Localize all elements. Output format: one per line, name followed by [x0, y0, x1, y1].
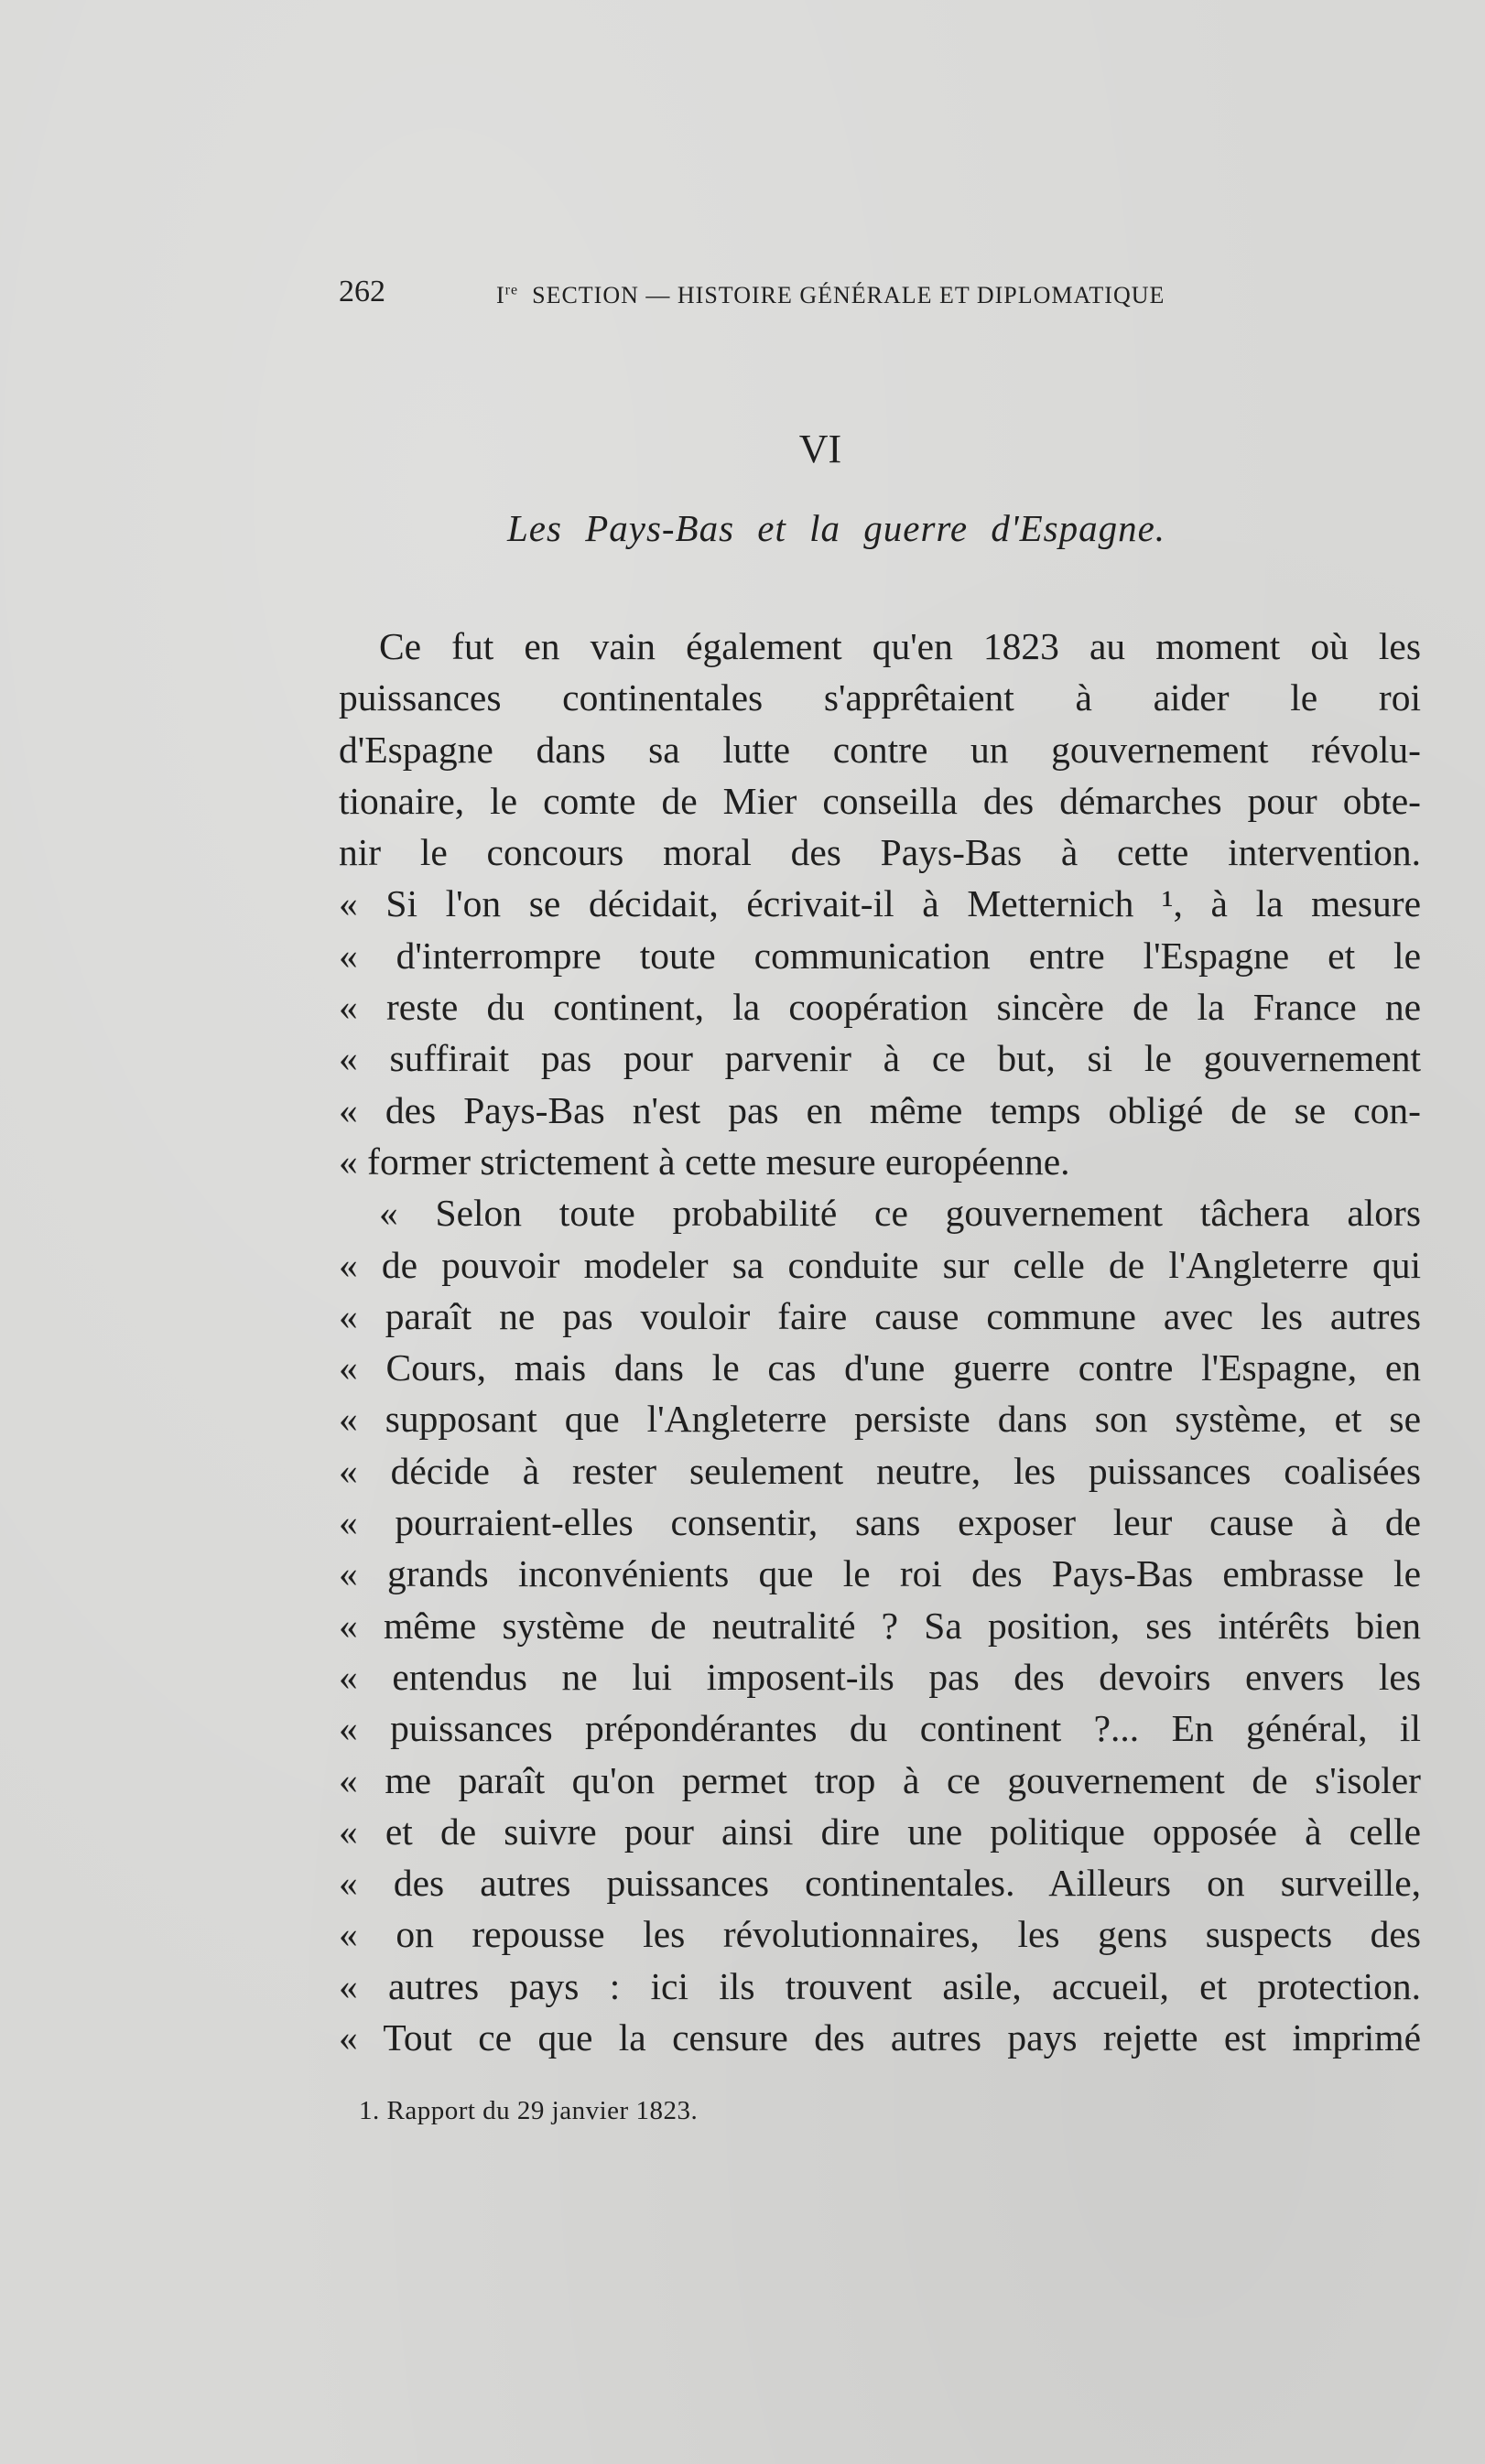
page-number: 262 [339, 275, 385, 308]
text-line: « décide à rester seulement neutre, les puissances coalisées [339, 1449, 1421, 1492]
text-line: « pourraient-elles consentir, sans exposer leur cause à de [339, 1501, 1421, 1544]
text-line: « paraît ne pas vouloir faire cause commune avec les autres [339, 1294, 1421, 1337]
section-sup: re [504, 282, 519, 298]
text-line: « même système de neutralité ? Sa position, ses intérêts bien [339, 1604, 1421, 1647]
footnote: 1. Rapport du 29 janvier 1823. [359, 2096, 699, 2125]
text-line: nir le concours moral des Pays-Bas à cette intervention. [339, 831, 1421, 874]
text-line: « Si l'on se décidait, écrivait-il à Metternich ¹, à la mesure [339, 882, 1421, 925]
body-text [339, 621, 1421, 2063]
text-line: « autres pays : ici ils trouvent asile, accueil, et protection. [339, 1964, 1421, 2007]
text-line: « on repousse les révolutionnaires, les gens suspects des [339, 1913, 1421, 1956]
text-line: « suffirait pas pour parvenir à ce but, si le gouvernement [339, 1037, 1421, 1080]
text-line: Ce fut en vain également qu'en 1823 au moment où les [379, 625, 1421, 667]
text-line: « des autres puissances continentales. Ailleurs on surveille, [339, 1862, 1421, 1905]
text-line: tionaire, le comte de Mier conseilla des démarches pour obte- [339, 779, 1421, 822]
section-title: Les Pays-Bas et la guerre d'Espagne. [507, 507, 1166, 549]
running-head-title [496, 282, 1165, 309]
text-line: « supposant que l'Angleterre persiste dans son système, et se [339, 1398, 1421, 1441]
text-line: « Cours, mais dans le cas d'une guerre contre l'Espagne, en [339, 1346, 1421, 1389]
text-line: « et de suivre pour ainsi dire une politique opposée à celle [339, 1810, 1421, 1853]
text-line: « reste du continent, la coopération sincère de la France ne [339, 986, 1421, 1029]
text-line: d'Espagne dans sa lutte contre un gouvernement révolu- [339, 728, 1421, 771]
running-head [339, 275, 1252, 320]
text-line: puissances continentales s'apprêtaient à aider le roi [339, 676, 1421, 719]
text-line: « puissances prépondérantes du continent ?... En général, il [339, 1707, 1421, 1750]
section-number: VI [798, 427, 842, 471]
text-line: « entendus ne lui imposent-ils pas des devoirs envers les [339, 1655, 1421, 1698]
text-line: « des Pays-Bas n'est pas en même temps obligé de se con- [339, 1088, 1421, 1131]
section-prefix: I [496, 282, 505, 308]
text-line: « me paraît qu'on permet trop à ce gouvernement de s'isoler [339, 1758, 1421, 1801]
text-line: « former strictement à cette mesure européenne. [339, 1140, 1070, 1183]
text-line: « d'interrompre toute communication entre l'Espagne et le [339, 934, 1421, 977]
text-line: « grands inconvénients que le roi des Pays-Bas embrasse le [339, 1552, 1421, 1595]
running-head-text: SECTION — HISTOIRE GÉNÉRALE ET DIPLOMATIQUE [532, 282, 1165, 308]
text-line: « Selon toute probabilité ce gouvernement tâchera alors [379, 1192, 1421, 1235]
text-line: « Tout ce que la censure des autres pays rejette est imprimé [339, 2016, 1421, 2059]
text-line: « de pouvoir modeler sa conduite sur celle de l'Angleterre qui [339, 1243, 1421, 1286]
